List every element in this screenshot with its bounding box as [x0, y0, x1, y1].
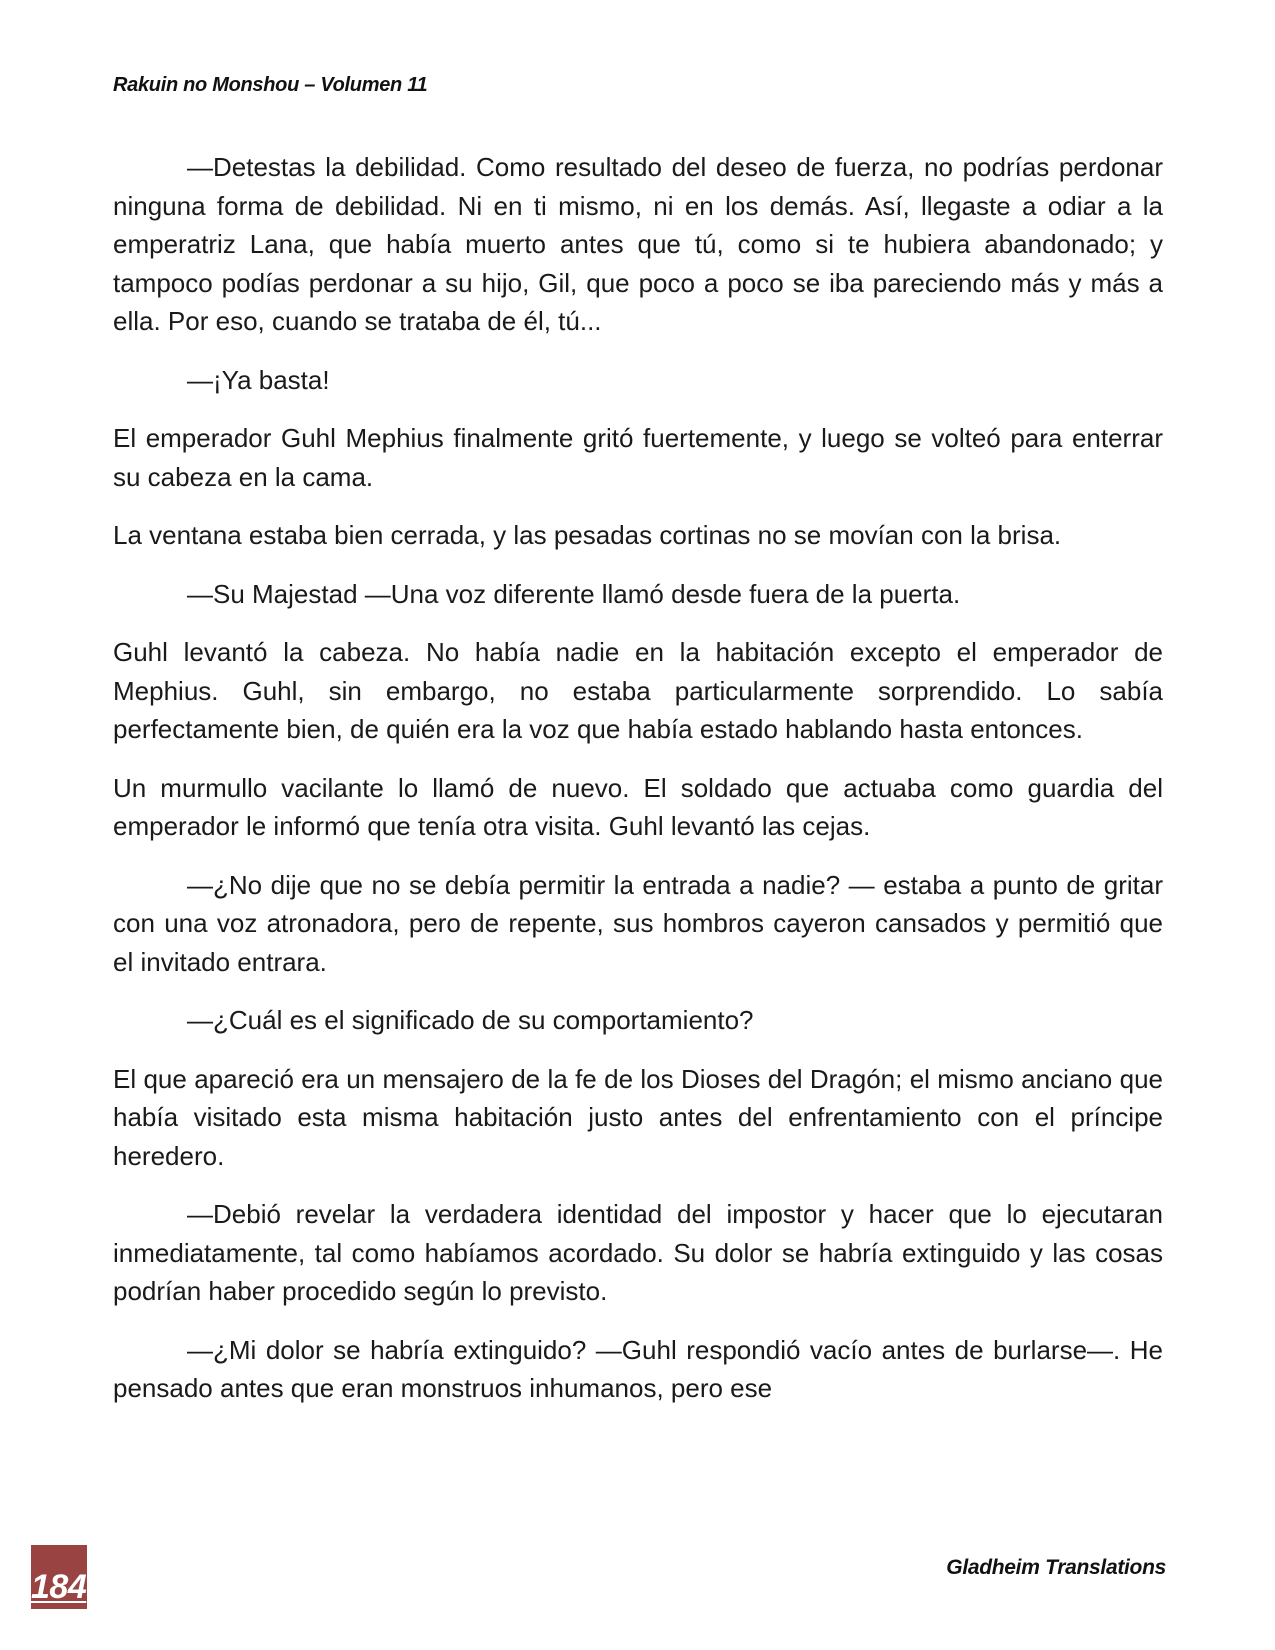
- paragraph: Guhl levantó la cabeza. No había nadie en la habitación excepto el emperador de Mephius. Guhl, sin embargo, no estaba particularmente sorprendido. Lo sabía perfectamente bien, de quién era la voz que había estado hablando hasta entonces.: [113, 637, 1163, 744]
- page-body: [113, 148, 1163, 1428]
- paragraph: —Detestas la debilidad. Como resultado del deseo de fuerza, no podrías perdonar ninguna forma de debilidad. Ni en ti mismo, ni en los demás. Así, llegaste a odiar a la emperatriz Lana, que había muerto antes que tú, como si te hubiera abandonado; y tampoco podías perdonar a su hijo, Gil, que poco a poco se iba pareciendo más y más a ella. Por eso, cuando se trataba de él, tú...: [113, 152, 1163, 336]
- paragraph: —¿No dije que no se debía permitir la entrada a nadie? — estaba a punto de gritar con una voz atronadora, pero de repente, sus hombros cayeron cansados y permitió que el invitado entrara.: [113, 869, 1163, 977]
- paragraph: —¿Cuál es el significado de su comportamiento?: [187, 1005, 754, 1035]
- running-header: Rakuin no Monshou – Volumen 11: [113, 74, 428, 96]
- paragraph: —Debió revelar la verdadera identidad del impostor y hacer que lo ejecutaran inmediatamente, tal como habíamos acordado. Su dolor se habría extinguido y las cosas podrían haber procedido según lo previsto.: [113, 1199, 1163, 1306]
- page-number: 184: [31, 1568, 87, 1606]
- paragraph: El que apareció era un mensajero de la fe de los Dioses del Dragón; el mismo anciano que había visitado esta misma habitación justo antes del enfrentamiento con el príncipe heredero.: [113, 1063, 1163, 1171]
- footer-credit: Gladheim Translations: [946, 1556, 1166, 1579]
- paragraph: Un murmullo vacilante lo llamó de nuevo. El soldado que actuaba como guardia del emperador le informó que tenía otra visita. Guhl levantó las cejas.: [113, 772, 1163, 841]
- paragraph: —Su Majestad —Una voz diferente llamó desde fuera de la puerta.: [187, 578, 961, 609]
- paragraph: —¡Ya basta!: [187, 364, 330, 395]
- paragraph: El emperador Guhl Mephius finalmente gritó fuertemente, y luego se volteó para enterrar su cabeza en la cama.: [113, 423, 1163, 492]
- paragraph: —¿Mi dolor se habría extinguido? —Guhl respondió vacío antes de burlarse—. He pensado antes que eran monstruos inhumanos, pero ese: [113, 1334, 1163, 1403]
- paragraph: La ventana estaba bien cerrada, y las pesadas cortinas no se movían con la brisa.: [113, 520, 1062, 550]
